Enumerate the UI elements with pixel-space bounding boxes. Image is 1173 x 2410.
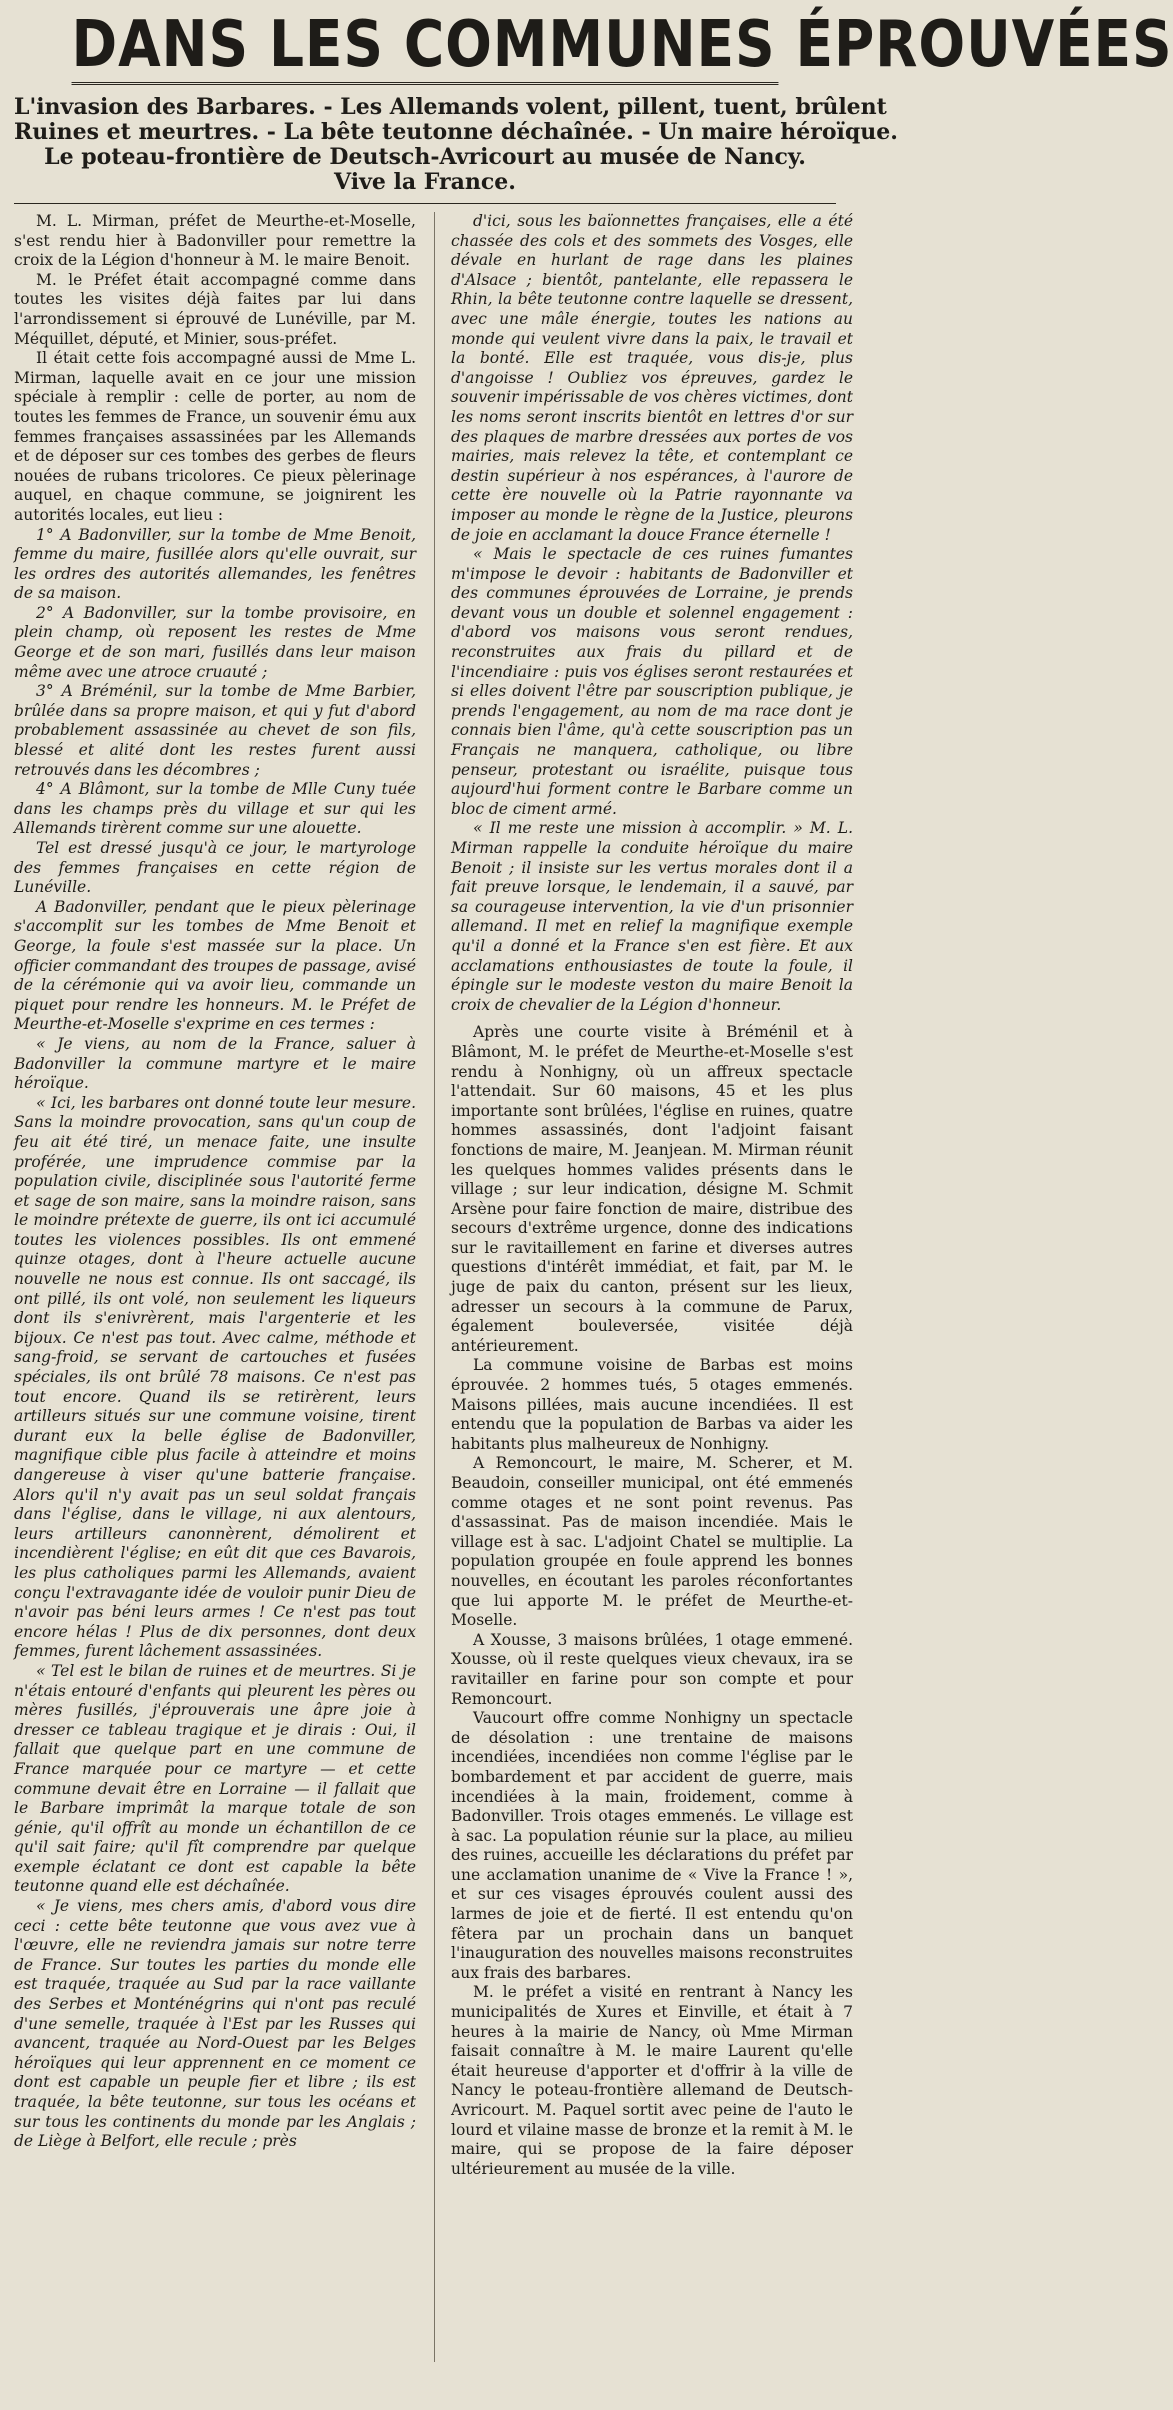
paragraph: 2° A Badonviller, sur la tombe provisoire, en plein champ, où reposent les restes de Mme George et de son mari, fusillés dans leur maison même avec une atroce cruauté ;	[14, 603, 416, 681]
paragraph: « Je viens, au nom de la France, saluer à Badonviller la commune martyre et le maire héroïque.	[14, 1034, 416, 1093]
subheadline-4: Vive la France.	[334, 169, 516, 195]
paragraph: M. le Préfet était accompagné comme dans toutes les visites déjà faites par lui dans l'arrondissement si éprouvé de Lunéville, par M. Méquillet, député, et Minier, sous-préfet.	[14, 270, 416, 348]
subheadline-2: Ruines et meurtres. - La bête teutonne déchaînée. - Un maire héroïque.	[14, 119, 898, 145]
paragraph: A Badonviller, pendant que le pieux pèlerinage s'accomplit sur les tombes de Mme Benoit et George, la foule s'est massée sur la place. Un officier commandant des troupes de passage, avisé de la cérémonie qui va avoir lieu, commande un piquet pour rendre les honneurs. M. le Préfet de Meurthe-et-Moselle s'exprime en ces termes :	[14, 897, 416, 1034]
headline: DANS LES COMMUNES ÉPROUVÉES	[72, 8, 779, 85]
paragraph: 1° A Badonviller, sur la tombe de Mme Benoit, femme du maire, fusillée alors qu'elle ouvrait, sur les ordres des autorités allemandes, les fenêtres de sa maison.	[14, 525, 416, 603]
paragraph: 4° A Blâmont, sur la tombe de Mlle Cuny tuée dans les champs près du village et sur qui les Allemands tirèrent comme sur une alouette.	[14, 780, 416, 838]
column-right	[434, 212, 853, 2362]
paragraph: « Tel est le bilan de ruines et de meurtres. Si je n'étais entouré d'enfants qui pleurent les pères ou mères fusillés, j'éprouverais une âpre joie à dresser ce tableau tragique et je dirais : Oui, il fallait que quelque part en une commune de France marquée pour ce martyre — et cette commune devait être en Lorraine — il fallait que le Barbare imprimât la marque totale de son génie, qu'il offrît au monde un échantillon de ce qu'il sait faire; qu'il fît comprendre par quelque exemple éclatant ce dont est capable la bête teutonne quand elle est déchaînée.	[14, 1661, 416, 1896]
subheadlines	[14, 94, 898, 195]
paragraph: « Il me reste une mission à accomplir. » M. L. Mirman rappelle la conduite héroïque du maire Benoit ; il insiste sur les vertus morales dont il a fait preuve lorsque, le lendemain, il a sauvé, par sa courageuse intervention, la vie d'un prisonnier allemand. Il met en relief la magnifique exemple qu'il a donné et la France s'en est fière. Et aux acclamations enthousiastes de toute la foule, il épingle sur le modeste veston du maire Benoit la croix de chevalier de la Légion d'honneur.	[451, 819, 853, 1014]
paragraph: Il était cette fois accompagné aussi de Mme L. Mirman, laquelle avait en ce jour une mission spéciale à remplir : celle de porter, au nom de toutes les femmes de France, un souvenir ému aux femmes françaises assassinées par les Allemands et de déposer sur ces tombes des gerbes de fleurs nouées de rubans tricolores. Ce pieux pèlerinage auquel, en chaque commune, se joignirent les autorités locales, eut lieu :	[14, 349, 416, 524]
paragraph: A Remoncourt, le maire, M. Scherer, et M. Beaudoin, conseiller municipal, ont été emmenés comme otages et ne sont point revenus. Pas d'assassinat. Pas de maison incendiée. Mais le village est à sac. L'adjoint Chatel se multiplie. La population groupée en foule apprend les bonnes nouvelles, en écoutant les paroles réconfortantes que lui apporte M. le préfet de Meurthe-et-Moselle.	[451, 1454, 853, 1630]
paragraph: « Mais le spectacle de ces ruines fumantes m'impose le devoir : habitants de Badonviller et des communes éprouvées de Lorraine, je prends devant vous un double et solennel engagement : d'abord vos maisons vous seront rendues, reconstruites aux frais du pillard et de l'incendiaire : puis vos églises seront restaurées et si elles doivent l'être par souscription publique, je prends l'engagement, au nom de ma race dont je connais bien l'âme, qu'à cette souscription pas un Français ne manquera, catholique, ou libre penseur, protestant ou israélite, puisque tous aujourd'hui forment contre le Barbare comme un bloc de ciment armé.	[451, 545, 853, 818]
paragraph: « Je viens, mes chers amis, d'abord vous dire ceci : cette bête teutonne que vous avez vue à l'œuvre, elle ne reviendra jamais sur notre terre de France. Sur toutes les parties du monde elle est traquée, traquée au Sud par la race vaillante des Serbes et Monténégrins qui n'ont pas reculé d'une semelle, traquée à l'Est par les Russes qui avancent, traquée au Nord-Ouest par les Belges héroïques qui leur apprennent en ce moment ce dont est capable un peuple fier et libre ; ils est traquée, la bête teutonne, sur tous les océans et sur tous les continents du monde par les Anglais ; de Liège à Belfort, elle recule ; près	[14, 1897, 416, 2151]
paragraph: A Xousse, 3 maisons brûlées, 1 otage emmené. Xousse, où il reste quelques vieux chevaux, ira se ravitailler en farine pour son compte et pour Remoncourt.	[451, 1630, 853, 1708]
article-body	[14, 203, 853, 2362]
paragraph: Tel est dressé jusqu'à ce jour, le martyrologe des femmes françaises en cette région de Lunéville.	[14, 839, 416, 897]
subheadline-3: Le poteau-frontière de Deutsch-Avricourt au musée de Nancy.	[44, 144, 806, 170]
paragraph: M. le préfet a visité en rentrant à Nancy les municipalités de Xures et Einville, et était à 7 heures à la mairie de Nancy, où Mme Mirman faisait connaître à M. le maire Laurent qu'elle était heureuse d'apporter et d'offrir à la ville de Nancy le poteau-frontière allemand de Deutsch-Avricourt. M. Paquel sortit avec peine de l'auto le lourd et vilaine masse de bronze et la remit à M. le maire, qui se propose de la faire déposer ultérieurement au musée de la ville.	[451, 1983, 853, 2178]
paragraph: d'ici, sous les baïonnettes françaises, elle a été chassée des cols et des sommets des Vosges, elle dévale en hurlant de rage dans les plaines d'Alsace ; bientôt, pantelante, elle repassera le Rhin, la bête teutonne contre laquelle se dressent, avec une mâle énergie, toutes les nations au monde qui veulent vivre dans la paix, le travail et la bonté. Elle est traquée, vous dis-je, plus d'angoisse ! Oubliez vos épreuves, gardez le souvenir impérissable de vos chères victimes, dont les noms seront inscrits bientôt en lettres d'or sur des plaques de marbre dressées aux portes de vos mairies, mais relevez la tête, et contemplant ce destin supérieur à nos espérances, à l'aurore de cette ère nouvelle où la Patrie rayonnante va imposer au monde le règne de la Justice, pleurons de joie en acclamant la douce France éternelle !	[451, 212, 853, 544]
paragraph: La commune voisine de Barbas est moins éprouvée. 2 hommes tués, 5 otages emmenés. Maisons pillées, mais aucune incendiées. Il est entendu que la population de Barbas va aider les habitants plus malheureux de Nonhigny.	[451, 1356, 853, 1453]
paragraph: Après une courte visite à Bréménil et à Blâmont, M. le préfet de Meurthe-et-Moselle s'est rendu à Nonhigny, où un affreux spectacle l'attendait. Sur 60 maisons, 45 et les plus importante sont brûlées, l'église en ruines, quatre hommes assassinés, dont l'adjoint faisant fonctions de maire, M. Jeanjean. M. Mirman réunit les quelques hommes valides présents dans le village ; sur leur indication, désigne M. Schmit Arsène pour faire fonction de maire, distribue des secours d'extrême urgence, donne des indications sur le ravitaillement en farine et diverses autres questions d'intérêt immédiat, et fait, par M. le juge de paix du canton, présent sur les lieux, adresser un secours à la commune de Parux, également bouleversée, visitée déjà antérieurement.	[451, 1023, 853, 1355]
paragraph: 3° A Bréménil, sur la tombe de Mme Barbier, brûlée dans sa propre maison, et qui y fut d'abord probablement assassinée au chevet de son fils, blessé et alité dont les restes furent aussi retrouvés dans les décombres ;	[14, 682, 416, 779]
paragraph: Vaucourt offre comme Nonhigny un spectacle de désolation : une trentaine de maisons incendiées, incendiées non comme l'église par le bombardement et par accident de guerre, mais incendiées à la main, froidement, comme à Badonviller. Trois otages emmenés. Le village est à sac. La population réunie sur la place, au milieu des ruines, accueille les déclarations du préfet par une acclamation unanime de « Vive la France ! », et sur ces visages éprouvés coulent aussi des larmes de joie et de fierté. Il est entendu qu'on fêtera par un prochain dans un banquet l'inauguration des nouvelles maisons reconstruites aux frais des barbares.	[451, 1709, 853, 1982]
column-left	[14, 212, 416, 2362]
subheadline-1: L'invasion des Barbares. - Les Allemands volent, pillent, tuent, brûlent	[14, 94, 887, 120]
paragraph: « Ici, les barbares ont donné toute leur mesure. Sans la moindre provocation, sans qu'un coup de feu ait été tiré, un menace faite, une insulte proférée, une imprudence commise par la population civile, disciplinée sous l'autorité ferme et sage de son maire, sans la moindre raison, sans le moindre prétexte de guerre, ils ont ici accumulé toutes les violences possibles. Ils ont emmené quinze otages, dont à l'heure actuelle aucune nouvelle ne nous est connue. Ils ont saccagé, ils ont pillé, ils ont volé, non seulement les liqueurs dont ils s'enivrèrent, mais l'argenterie et les bijoux. Ce n'est pas tout. Avec calme, méthode et sang-froid, se servant de cartouches et fusées spéciales, ils ont brûlé 78 maisons. Ce n'est pas tout encore. Quand ils se retirèrent, leurs artilleurs situés sur une commune voisine, tirent durant eux la belle église de Badonviller, magnifique cible plus facile à atteindre et moins dangereuse à viser qu'une batterie française. Alors qu'il n'y avait pas un seul soldat français dans l'église, dans le village, ni aux alentours, leurs artilleurs canonnèrent, démolirent et incendièrent l'église; en eût dit que ces Bavarois, les plus catholiques parmi les Allemands, avaient conçu l'extravagante idée de vouloir punir Dieu de n'avoir pas béni leurs armes ! Ce n'est pas tout encore hélas ! Plus de dix personnes, dont deux femmes, furent lâchement assassinées.	[14, 1093, 416, 1661]
paragraph: M. L. Mirman, préfet de Meurthe-et-Moselle, s'est rendu hier à Badonviller pour remettre la croix de la Légion d'honneur à M. le maire Benoit.	[14, 212, 416, 270]
